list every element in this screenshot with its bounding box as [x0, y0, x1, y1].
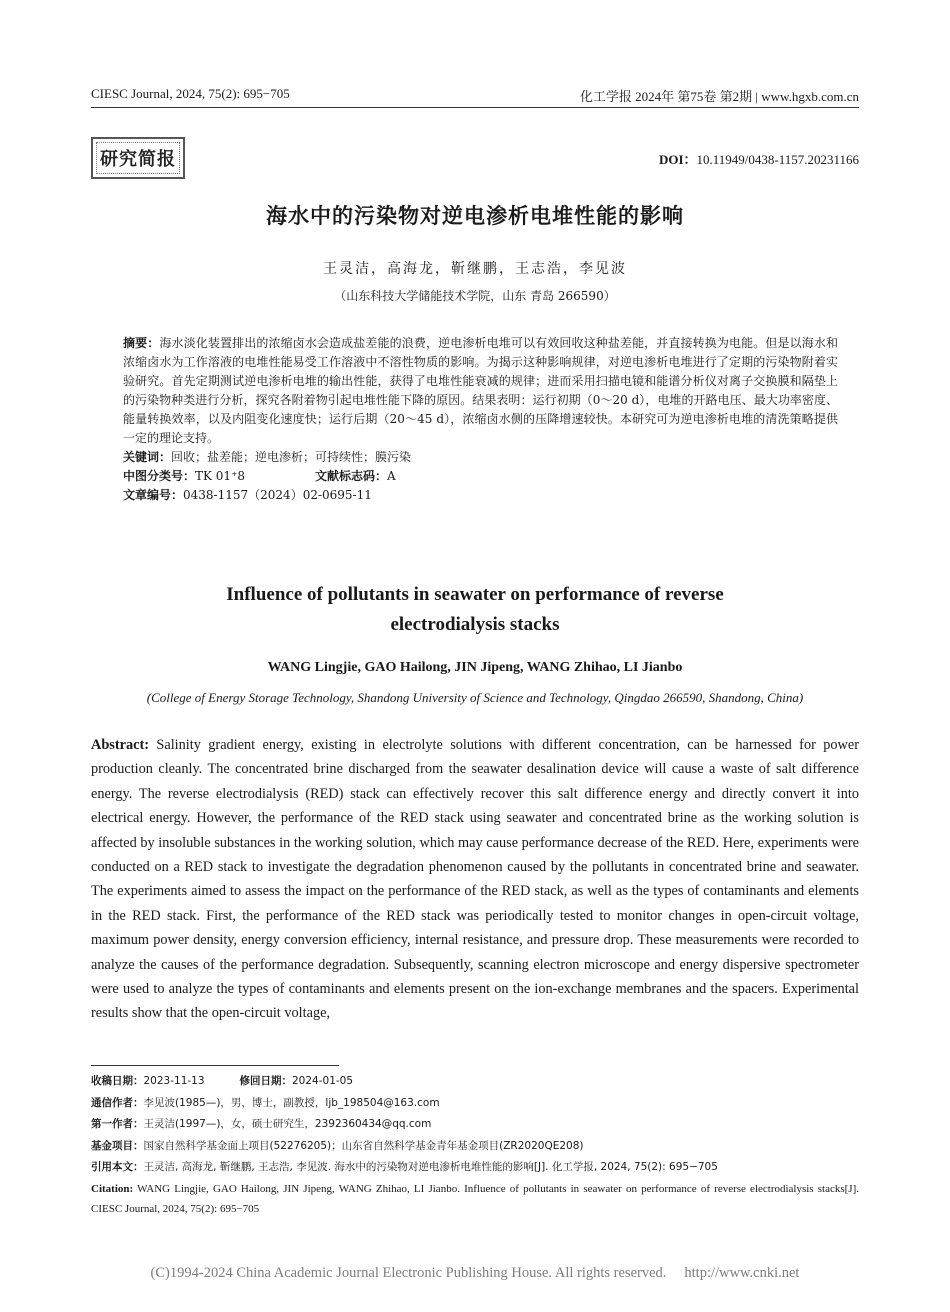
- keywords-text: 回收；盐差能；逆电渗析；可持续性；膜污染: [171, 450, 412, 464]
- chinese-abstract-text: 海水淡化装置排出的浓缩卤水会造成盐差能的浪费，逆电渗析电堆可以有效回收这种盐差能，并直接转换为电能。但是以海水和浓缩卤水为工作溶液的电堆性能易受工作溶液中不溶性物质的影响。为揭示这种影响规律，对逆电渗析电堆进行了定期的污染物附着实验研究。首先定期测试逆电渗析电堆的输出性能，获得了电堆性能衰减的规律；进而采用扫描电镜和能谱分析仪对离子交换膜和隔垫上的污染物种类进行分析，探究各附着物引起电堆性能下降的原因。结果表明：运行初期（0～20 d），电堆的开路电压、最大功率密度、能量转换效率，以及内阻变化速度快；运行后期（20～45 d），浓缩卤水侧的压降增速较快。本研究可为逆电渗析电堆的清洗策略提供一定的理论支持。: [123, 336, 838, 445]
- cite-cn-row: [91, 1157, 859, 1179]
- english-affiliation: (College of Energy Storage Technology, Shandong University of Science and Technology, Qingdao 266590, Shandong, China): [146, 690, 804, 705]
- header-divider: [91, 107, 859, 108]
- received-date: 2023-11-13: [143, 1075, 205, 1087]
- copyright-text: (C)1994-2024 China Academic Journal Electronic Publishing House. All rights reserved.: [150, 1265, 667, 1281]
- cite-en-row: [91, 1179, 859, 1219]
- cite-cn-label: 引用本文：: [91, 1161, 144, 1173]
- revised-label: 修回日期：: [239, 1075, 292, 1087]
- corresponding-row: [91, 1093, 859, 1115]
- received-label: 收稿日期：: [91, 1075, 144, 1087]
- english-authors: WANG Lingjie, GAO Hailong, JIN Jipeng, WANG Zhihao, LI Jianbo: [267, 660, 683, 675]
- funding-label: 基金项目：: [91, 1139, 144, 1152]
- chinese-abstract-body: [123, 334, 838, 448]
- english-title: [0, 580, 950, 640]
- doc-code-value: A: [387, 469, 396, 483]
- english-abstract: [91, 733, 859, 1026]
- section-badge-label: 研究简报: [100, 149, 176, 170]
- cite-en-label: Citation:: [91, 1182, 134, 1195]
- copyright-url[interactable]: http://www.cnki.net: [684, 1265, 800, 1281]
- clc-label: 中图分类号：: [123, 469, 196, 483]
- section-badge: [91, 137, 185, 179]
- corresponding-text: 李见波(1985—)，男，博士，副教授，ljb_198504@163.com: [143, 1096, 440, 1109]
- cite-cn-text: 王灵洁, 高海龙, 靳继鹏, 王志浩, 李见波. 海水中的污染物对逆电渗析电堆性能的影响[J]. 化工学报, 2024, 75(2): 695−705: [143, 1161, 718, 1173]
- corresponding-label: 通信作者：: [91, 1096, 144, 1109]
- clc-value: TK 01⁺8: [195, 469, 246, 483]
- journal-header-left: CIESC Journal, 2024, 75(2): 695−705: [91, 86, 290, 101]
- footnotes: [91, 1071, 859, 1219]
- first-author-label: 第一作者：: [91, 1118, 144, 1130]
- doi-label: DOI：: [658, 152, 697, 167]
- keywords-label: 关键词：: [123, 450, 172, 464]
- doi: [659, 149, 859, 168]
- funding-row: [91, 1136, 859, 1158]
- copyright-notice: [0, 1265, 950, 1282]
- article-number-value: 0438-1157（2024）02-0695-11: [183, 488, 372, 502]
- classification-row: [123, 467, 838, 486]
- revised-date: 2024-01-05: [292, 1075, 354, 1087]
- chinese-abstract: [123, 334, 838, 505]
- doi-value: 10.11949/0438-1157.20231166: [696, 152, 859, 167]
- article-number-row: [123, 486, 838, 505]
- funding-text: 国家自然科学基金面上项目(52276205)；山东省自然科学基金青年基金项目(ZR2020QE208): [143, 1139, 584, 1152]
- first-author-text: 王灵洁(1997—)，女，硕士研究生，2392360434@qq.com: [143, 1118, 432, 1130]
- chinese-affiliation: （山东科技大学储能技术学院，山东 青岛 266590）: [334, 289, 616, 303]
- dates-row: [91, 1071, 859, 1093]
- english-abstract-label: Abstract:: [91, 737, 149, 753]
- doc-code-label: 文献标志码：: [315, 469, 388, 483]
- english-abstract-text: Salinity gradient energy, existing in electrolyte solutions with different concentration, can be harnessed for power production cleanly. The concentrated brine discharged from the seawater desalination device will cause a waste of salt difference energy. The reverse electrodialysis (RED) stack can effectively recover this salt difference energy and directly convert it into electrical energy. However, the performance of the RED stack using seawater and concentrated brine as the working solution is affected by insoluble substances in the working solution, which may cause performance decrease of the RED. Here, experiments were conducted on a RED stack to investigate the degradation phenomenon caused by the pollutants in concentrated brine and seawater. The experiments aimed to assess the impact on the performance of the RED stack, as well as the types of contaminants and elements in the RED stack. First, the performance of the RED stack was periodically tested to monitor changes in open-circuit voltage, maximum power density, energy conversion efficiency, internal resistance, and pressure drop. These measurements were recorded to analyze the causes of the performance degradation. Subsequently, scanning electron microscope and energy dispersive spectrometer were used to analyze the types of contaminants and elements present on the ion-exchange membranes and the spacers. Experimental results show that the open-circuit voltage,: [91, 737, 859, 1022]
- article-number-label: 文章编号：: [123, 488, 184, 502]
- chinese-abstract-label: 摘要：: [123, 336, 160, 350]
- cite-en-text: WANG Lingjie, GAO Hailong, JIN Jipeng, WANG Zhihao, LI Jianbo. Influence of pollutants in seawater on performance of reverse electrodialysis stacks[J]. CIESC Journal, 2024, 75(2): 695−705: [91, 1182, 859, 1215]
- chinese-authors: 王灵洁，高海龙，靳继鹏，王志浩，李见波: [323, 261, 627, 277]
- english-title-line-2: electrodialysis stacks: [390, 614, 560, 635]
- english-title-line-1: Influence of pollutants in seawater on performance of reverse: [226, 584, 724, 605]
- first-author-row: [91, 1114, 859, 1136]
- journal-header-right: 化工学报 2024年 第75卷 第2期 | www.hgxb.com.cn: [579, 89, 859, 104]
- footnote-divider: [91, 1065, 339, 1066]
- chinese-title: 海水中的污染物对逆电渗析电堆性能的影响: [266, 204, 684, 228]
- chinese-keywords: [123, 448, 838, 467]
